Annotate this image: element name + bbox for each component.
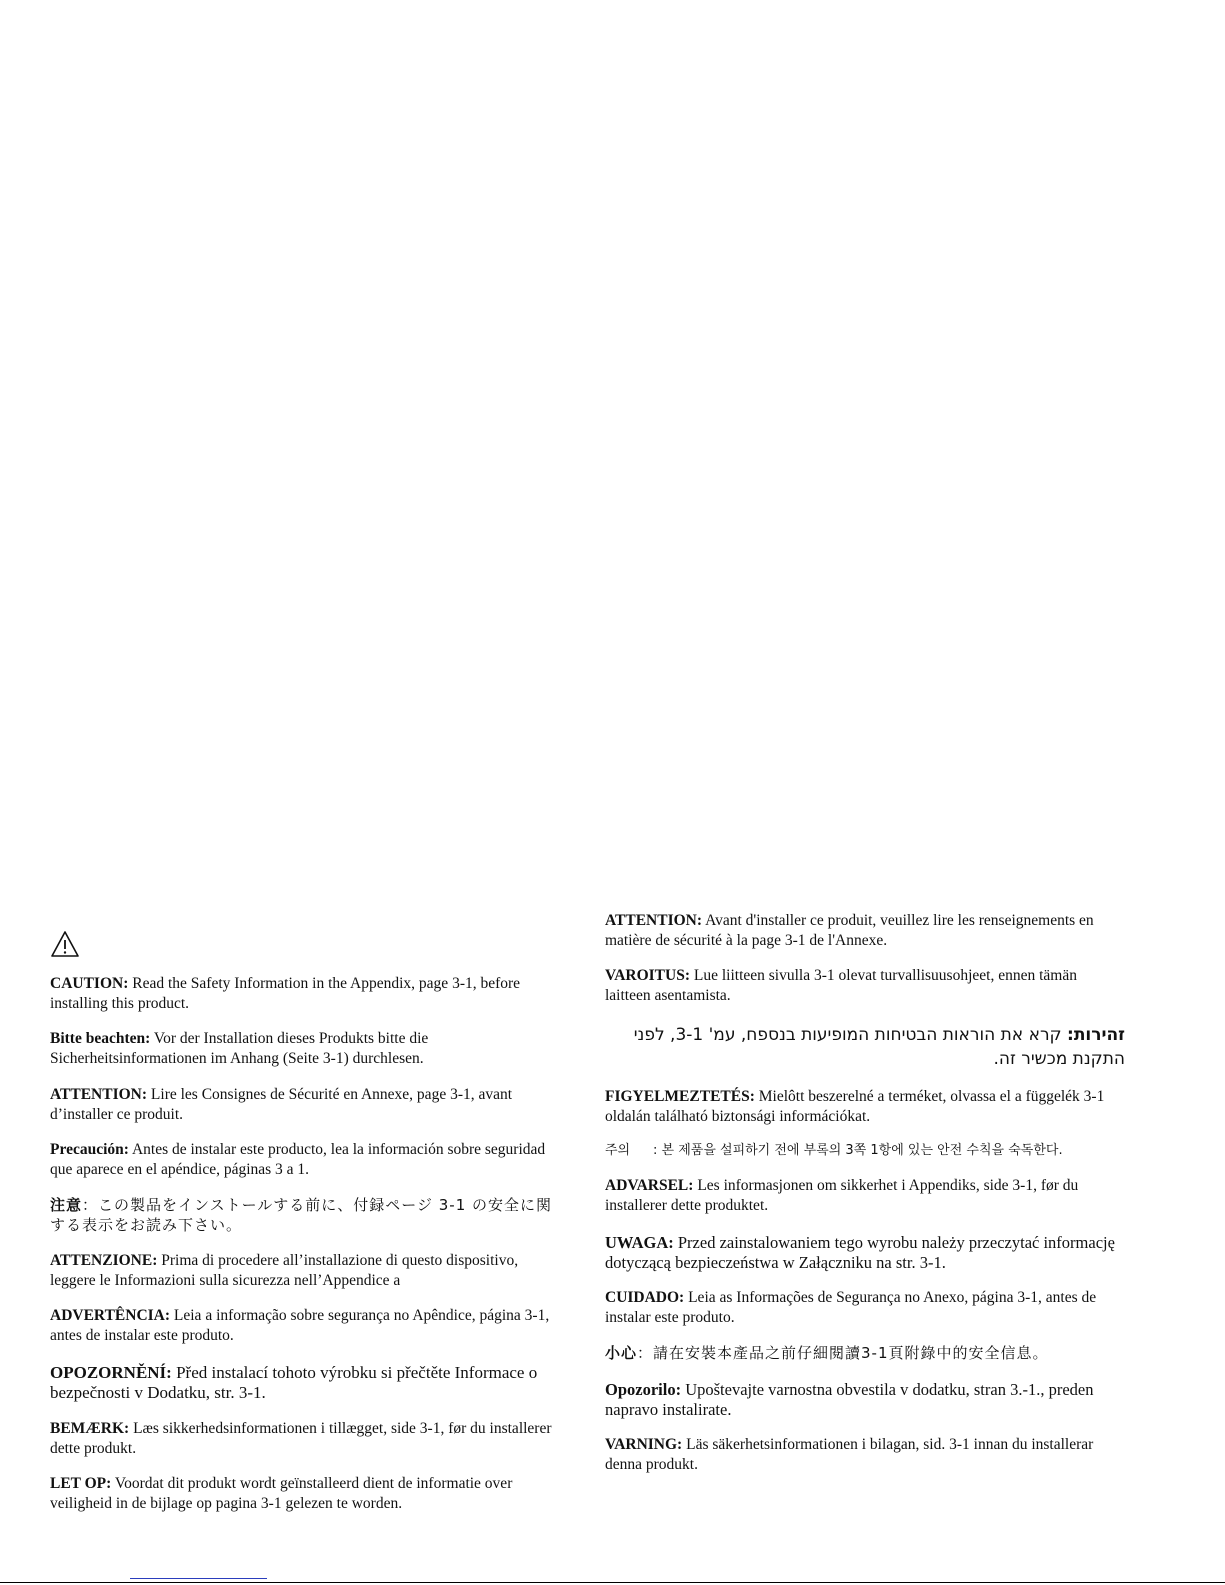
right-column xyxy=(605,895,1125,1489)
caution-notice-fr: ATTENTION: Lire les Consignes de Sécurité en Annexe, page 3-1, avant d’installer ce produit. xyxy=(50,1085,513,1123)
caution-notice-ko: 주의 : 본 제품을 설피하기 전에 부록의 3쪽 1항에 있는 안전 수칙을 숙독한다. xyxy=(605,1142,1063,1158)
caution-notice-es: Precaución: Antes de instalar este producto, lea la información sobre seguridad que aparece en el apéndice, páginas 3 a 1. xyxy=(50,1141,546,1178)
caution-notice-fi: VAROITUS: Lue liitteen sivulla 3-1 olevat turvallisuusohjeet, ennen tämän laitteen asentamista. xyxy=(605,967,1077,1004)
caution-notice-hu: FIGYELMEZTETÉS: Mielôtt beszerelné a terméket, olvassa el a függelék 3-1 oldalán található biztonsági információkat. xyxy=(605,1087,1105,1125)
caution-notice-en: CAUTION: Read the Safety Information in the Appendix, page 3-1, before installing this product. xyxy=(50,974,521,1012)
caution-notice-sv: VARNING: Läs säkerhetsinformationen i bilagan, sid. 3-1 innan du installerar denna produkt. xyxy=(605,1436,1094,1473)
caution-notice-pt-br: CUIDADO: Leia as Informações de Segurança no Anexo, página 3-1, antes de instalar este produto. xyxy=(605,1289,1097,1326)
caution-notice-no: ADVARSEL: Les informasjonen om sikkerhet i Appendiks, side 3-1, før du installerer dette produktet. xyxy=(605,1177,1079,1214)
bottom-divider xyxy=(0,1582,1225,1583)
caution-notice-zh: 小心：請在安裝本產品之前仔細閱讀3-1頁附錄中的安全信息。 xyxy=(605,1344,1049,1362)
caution-notice-he: זהירות: קרא את הוראות הבטיחות המופיעות בנספח, עמ' 3-1, לפני התקנת מכשיר זה. xyxy=(633,1025,1125,1069)
caution-notice-cs: OPOZORNĚNÍ: Před instalací tohoto výrobku si přečtěte Informace o bezpečnosti v Dodatku, str. 3-1. xyxy=(50,1363,538,1402)
caution-notice-fr-ca: ATTENTION: Avant d'installer ce produit, veuillez lire les renseignements en matière de sécurité à la page 3-1 de l'Annexe. xyxy=(605,911,1094,949)
caution-notice-pt: ADVERTÊNCIA: Leia a informação sobre segurança no Apêndice, página 3-1, antes de instalar este produto. xyxy=(50,1307,550,1344)
caution-notice-de: Bitte beachten: Vor der Installation dieses Produkts bitte die Sicherheitsinformationen im Anhang (Seite 3-1) durchlesen. xyxy=(50,1030,429,1067)
caution-notice-sl: Opozorilo: Upoštevajte varnostna obvestila v dodatku, stran 3.-1., preden napravo instalirate. xyxy=(605,1379,1094,1419)
left-column xyxy=(50,930,555,1528)
warning-triangle-icon xyxy=(50,930,80,958)
caution-notice-pl: UWAGA: Przed zainstalowaniem tego wyrobu należy przeczytać informację dotyczącą bezpieczeństwa w Załączniku na str. 3-1. xyxy=(605,1232,1115,1272)
caution-notice-nl: LET OP: Voordat dit produkt wordt geïnstalleerd dient de informatie over veiligheid in de bijlage op pagina 3-1 gelezen te worden. xyxy=(50,1475,513,1512)
caution-notice-da: BEMÆRK: Læs sikkerhedsinformationen i tillægget, side 3-1, før du installerer dette produkt. xyxy=(50,1419,552,1457)
footer-link-underline[interactable] xyxy=(130,1578,267,1579)
caution-notice-it: ATTENZIONE: Prima di procedere all’installazione di questo dispositivo, leggere le Informazioni sulla sicurezza nell’Appendice a xyxy=(50,1251,519,1289)
caution-notice-ja: 注意：この製品をインストールする前に、付録ページ 3-1 の安全に関する表示をお読み下さい。 xyxy=(50,1196,553,1234)
